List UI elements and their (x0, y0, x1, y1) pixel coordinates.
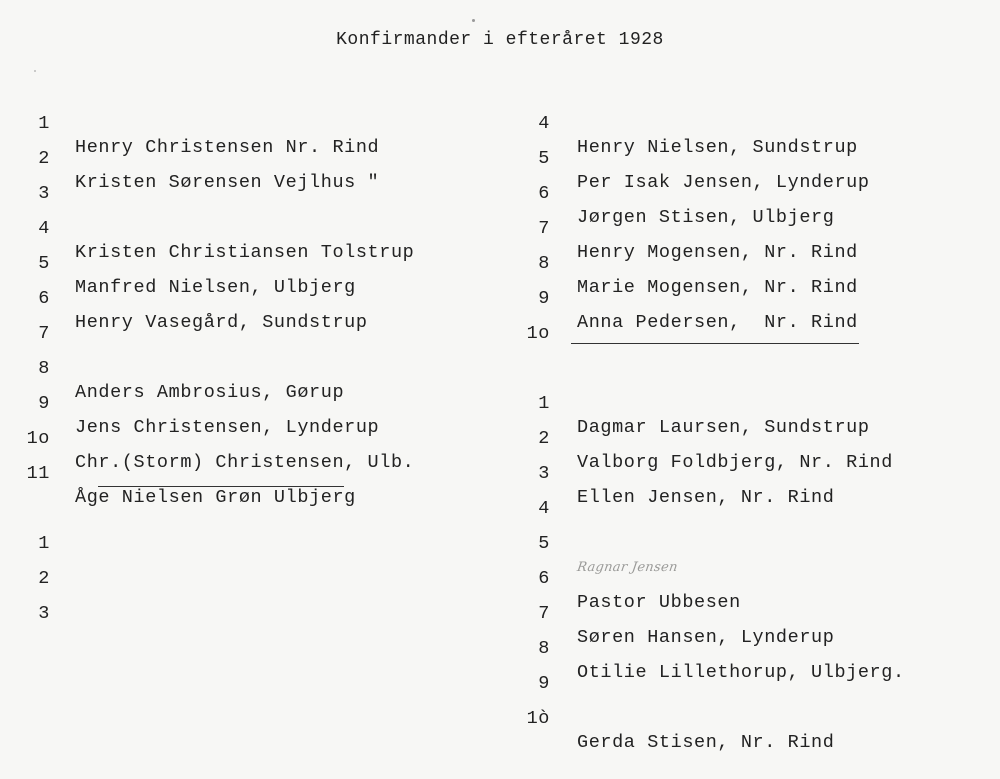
item-number: 2 (38, 148, 50, 169)
item-number: 1 (38, 533, 50, 554)
item-name: Otilie Lillethorup, Ulbjerg. (577, 662, 905, 683)
item-name: Henry Nielsen, Sundstrup (577, 137, 858, 158)
item-name: Anders Ambrosius, Gørup (75, 382, 345, 403)
paper-speck (472, 19, 475, 22)
list-item (18, 193, 415, 263)
item-name: Henry Christensen Nr. Rind (75, 137, 380, 158)
item-number: 6 (38, 288, 50, 309)
item-name: Henry Mogensen, Nr. Rind (577, 242, 858, 263)
item-number: 8 (538, 253, 550, 274)
item-name: Jens Christensen, Lynderup (75, 417, 380, 438)
item-number: 6 (538, 183, 550, 204)
item-number: 9 (538, 673, 550, 694)
item-name: Valborg Foldbjerg, Nr. Rind (577, 452, 893, 473)
item-number: 4 (38, 218, 50, 239)
item-number: 6 (538, 568, 550, 589)
list-item (18, 578, 88, 624)
item-name: Søren Hansen, Lynderup (577, 627, 835, 648)
page-title: Konfirmander i efteråret 1928 (336, 30, 664, 50)
list-item (18, 333, 345, 403)
list-item (520, 88, 858, 158)
item-name: Gerda Stisen, Nr. Rind (577, 732, 835, 753)
item-number: 7 (38, 323, 50, 344)
list-item (520, 298, 590, 344)
item-name: Kristen Sørensen Vejlhus " (75, 172, 380, 193)
item-number: 1o (26, 428, 50, 449)
item-number: 9 (38, 393, 50, 414)
list-item (18, 88, 380, 158)
item-number: 5 (538, 148, 550, 169)
item-name: Anna Pedersen, Nr. Rind (577, 312, 858, 333)
item-number: 1ò (526, 708, 550, 729)
list-item (18, 543, 88, 589)
item-number: 3 (38, 603, 50, 624)
handwritten-name: Ragnar Jensen (576, 560, 679, 575)
item-name: Pastor Ubbesen (577, 592, 741, 613)
item-name: Dagmar Laursen, Sundstrup (577, 417, 870, 438)
item-number: 1o (526, 323, 550, 344)
list-item (520, 648, 590, 694)
list-item (520, 473, 590, 519)
item-number: 4 (538, 113, 550, 134)
item-number: 7 (538, 218, 550, 239)
list-item (520, 683, 835, 753)
item-name: Marie Mogensen, Nr. Rind (577, 277, 858, 298)
item-name: Chr.(Storm) Christensen, Ulb. (75, 452, 415, 473)
list-item (18, 158, 88, 204)
item-number: 5 (538, 533, 550, 554)
item-name: Per Isak Jensen, Lynderup (577, 172, 870, 193)
list-item (18, 298, 88, 344)
item-name: Åge Nielsen Grøn Ulbjerg (75, 487, 356, 508)
item-name: Manfred Nielsen, Ulbjerg (75, 277, 356, 298)
item-number: 3 (38, 183, 50, 204)
list-item (18, 508, 88, 554)
list-item (520, 508, 679, 575)
item-name: Jørgen Stisen, Ulbjerg (577, 207, 835, 228)
item-name: Ellen Jensen, Nr. Rind (577, 487, 835, 508)
item-number: 5 (38, 253, 50, 274)
item-number: 2 (38, 568, 50, 589)
section-divider (98, 486, 344, 487)
section-divider (571, 343, 859, 344)
list-item (520, 368, 870, 438)
item-number: 11 (26, 463, 50, 484)
item-name: Kristen Christiansen Tolstrup (75, 242, 415, 263)
item-number: 3 (538, 463, 550, 484)
item-number: 1 (538, 393, 550, 414)
item-number: 4 (538, 498, 550, 519)
item-number: 1 (38, 113, 50, 134)
item-number: 2 (538, 428, 550, 449)
paper-speck (34, 70, 36, 72)
item-number: 8 (38, 358, 50, 379)
item-number: 9 (538, 288, 550, 309)
item-number: 8 (538, 638, 550, 659)
item-name: Henry Vasegård, Sundstrup (75, 312, 368, 333)
item-number: 7 (538, 603, 550, 624)
